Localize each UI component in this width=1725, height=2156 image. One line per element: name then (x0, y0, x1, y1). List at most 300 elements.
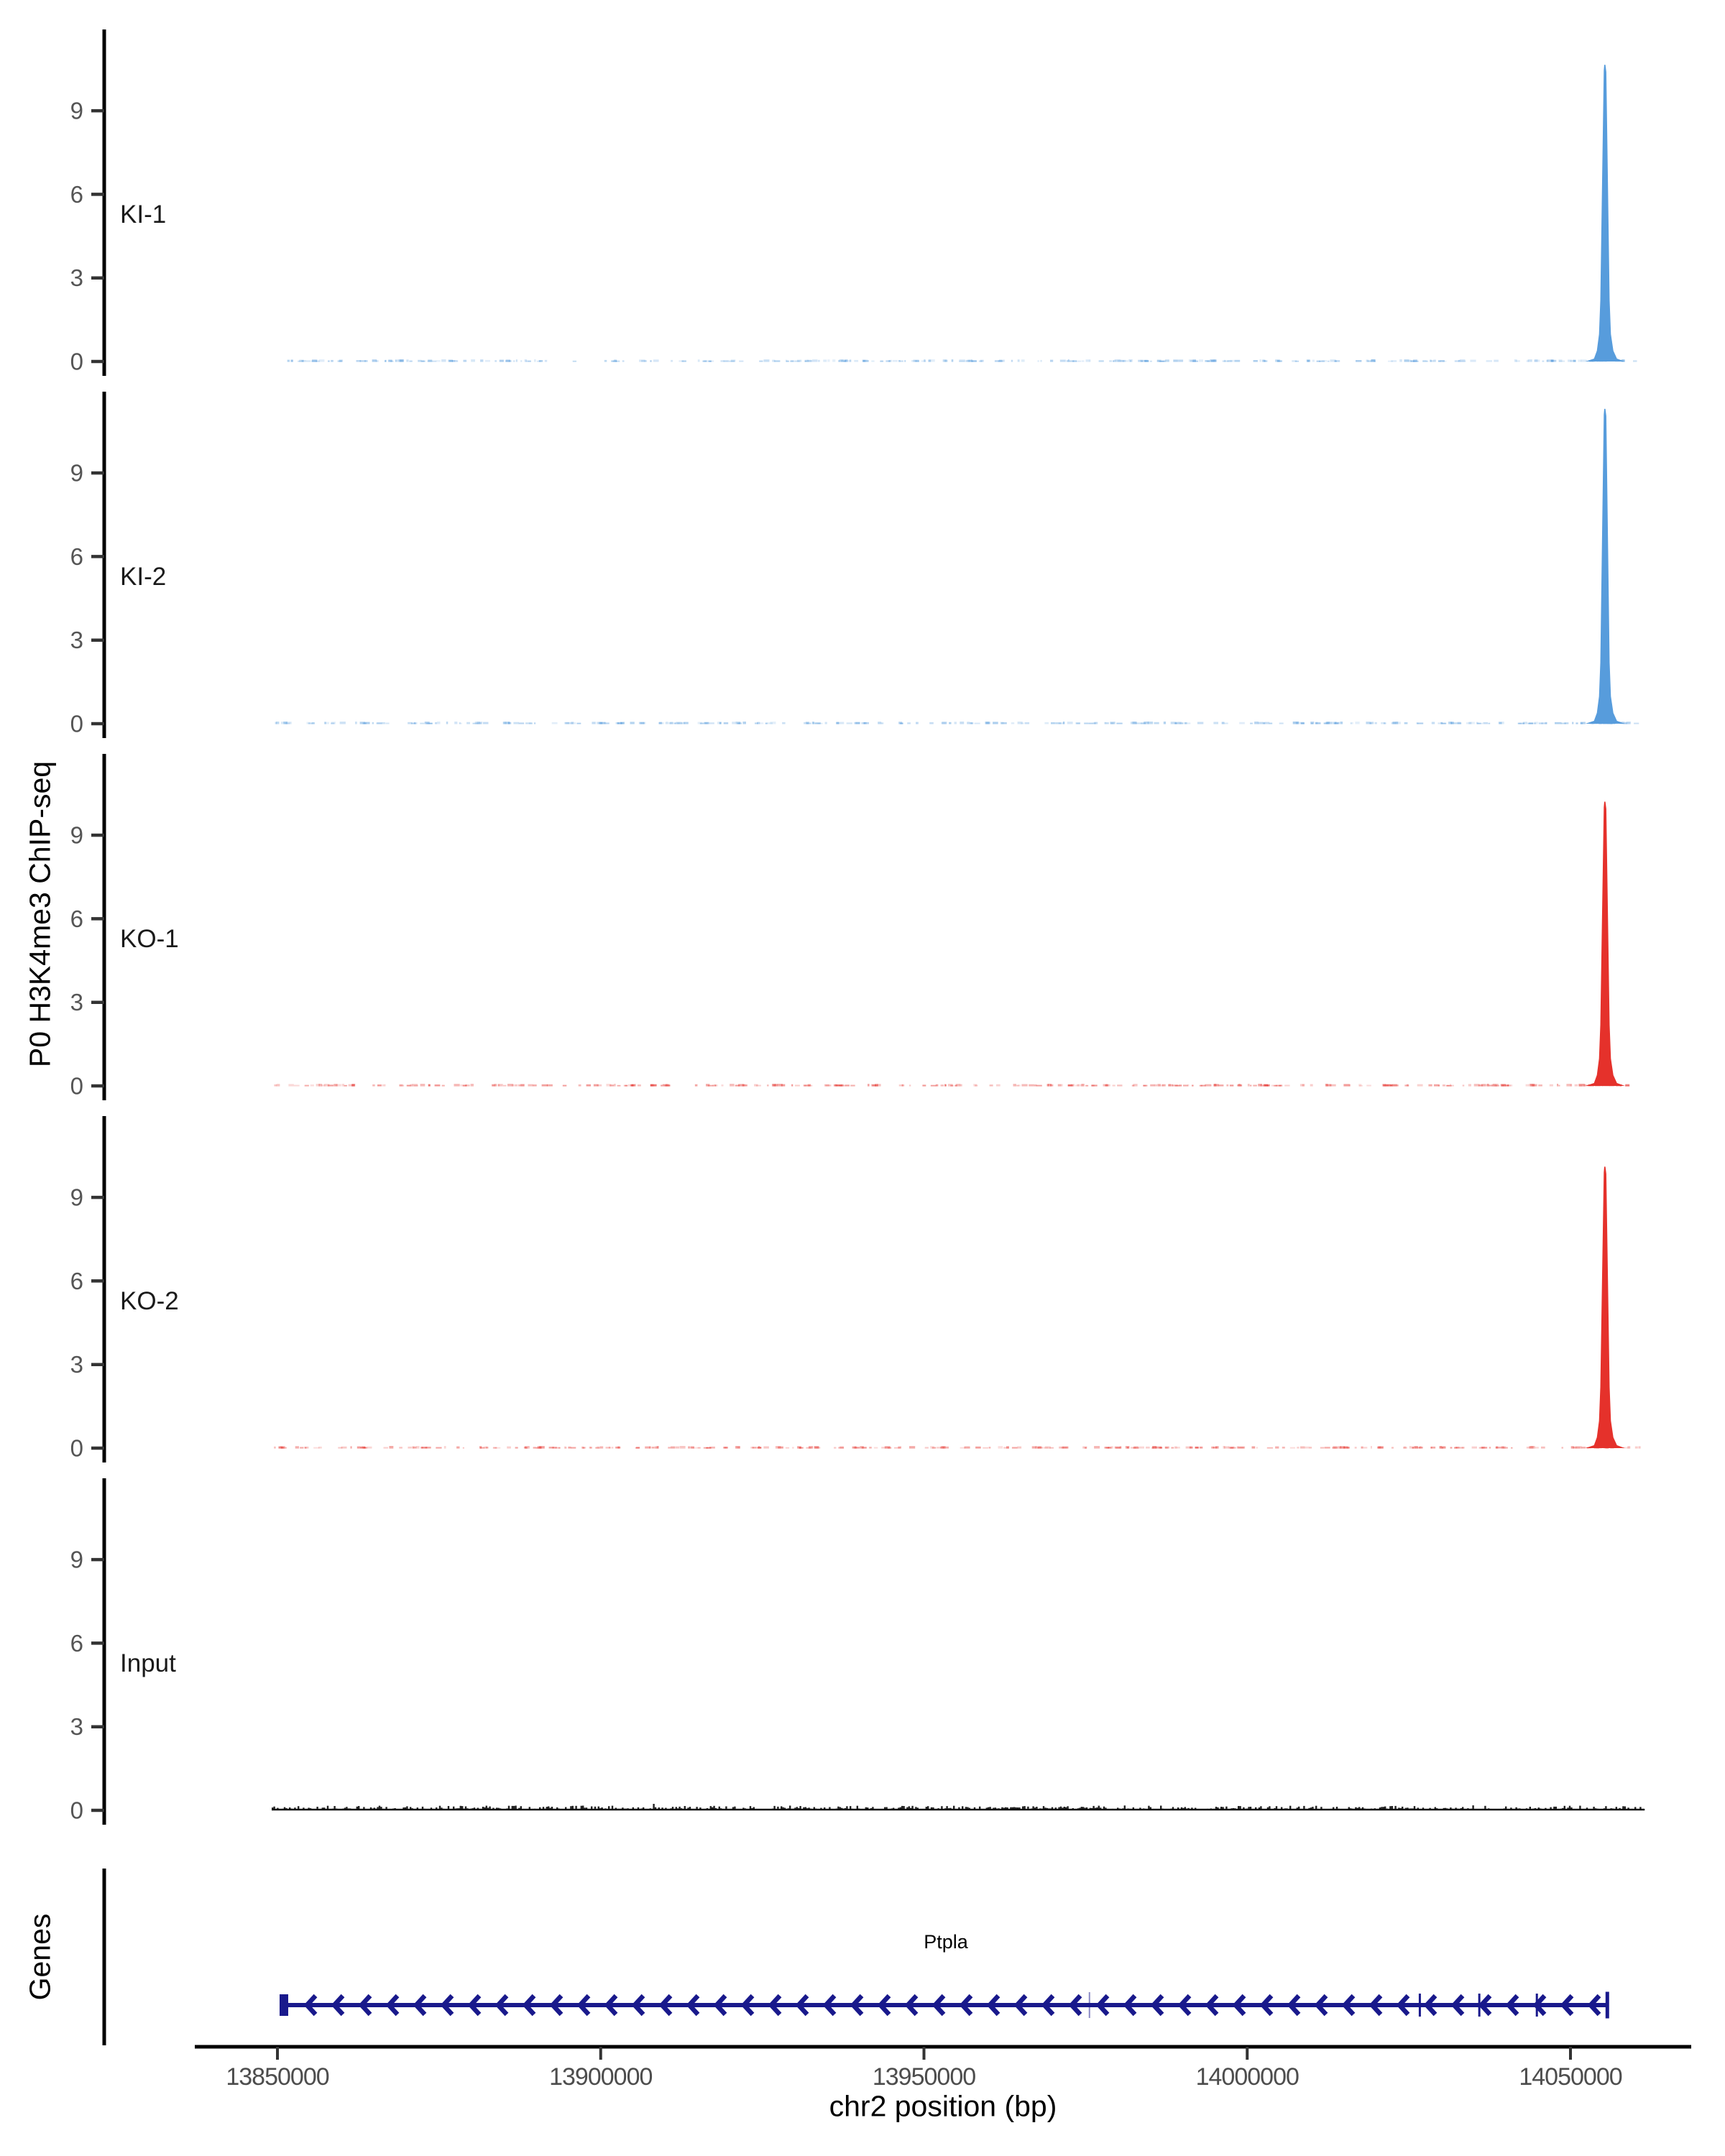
noise-dash (1575, 1084, 1578, 1087)
noise-bar (422, 1807, 423, 1810)
noise-dash (1530, 1084, 1535, 1087)
noise-bar (1238, 1806, 1239, 1810)
noise-bar (1297, 1807, 1298, 1810)
noise-dash (712, 1084, 718, 1086)
noise-dash (778, 1447, 783, 1449)
noise-bar (1522, 1809, 1524, 1810)
noise-bar (1064, 1807, 1065, 1810)
noise-bar (306, 1809, 308, 1810)
noise-dash (1433, 360, 1436, 362)
y-tick-label: 3 (70, 1351, 83, 1378)
noise-dash (941, 1084, 944, 1086)
noise-bar (1372, 1809, 1374, 1810)
noise-dash (448, 360, 453, 362)
noise-dash (1452, 1085, 1454, 1087)
noise-bar (693, 1809, 694, 1810)
noise-bar (1233, 1808, 1234, 1810)
noise-bar (883, 1809, 884, 1810)
noise-dash (376, 360, 379, 361)
noise-dash (878, 722, 881, 724)
noise-dash (1635, 1447, 1638, 1449)
noise-bar (1133, 1807, 1134, 1810)
noise-bar (327, 1806, 328, 1810)
noise-bar (796, 1807, 798, 1810)
noise-dash (1545, 722, 1547, 724)
noise-bar (1148, 1806, 1149, 1810)
noise-dash (1093, 722, 1096, 724)
noise-dash (677, 722, 683, 724)
noise-dash (513, 360, 515, 361)
noise-bar (765, 1809, 766, 1810)
noise-bar (289, 1807, 290, 1810)
noise-bar (1255, 1807, 1256, 1810)
noise-bar (515, 1806, 516, 1811)
noise-dash (340, 722, 346, 724)
noise-dash (577, 723, 581, 724)
noise-dash (563, 1085, 567, 1087)
noise-bar (1389, 1806, 1391, 1810)
noise-dash (611, 361, 617, 362)
noise-dash (416, 1446, 420, 1449)
noise-bar (758, 1810, 760, 1811)
noise-dash (1388, 361, 1393, 362)
noise-bar (432, 1809, 433, 1810)
noise-bar (436, 1807, 437, 1810)
noise-dash (791, 360, 794, 361)
noise-dash (1152, 1447, 1156, 1449)
noise-bar (632, 1807, 634, 1810)
noise-dash (756, 1085, 761, 1087)
y-tick-label: 6 (70, 543, 83, 570)
noise-bar (279, 1809, 280, 1810)
noise-bar (332, 1809, 334, 1810)
noise-dash (806, 1084, 807, 1086)
noise-bar (848, 1809, 850, 1810)
noise-bar (584, 1807, 585, 1810)
noise-dash (586, 1084, 591, 1087)
noise-bar (1212, 1809, 1213, 1810)
noise-dash (420, 723, 424, 724)
noise-bar (670, 1808, 671, 1810)
noise-bar (1505, 1807, 1506, 1810)
noise-dash (786, 1447, 789, 1449)
noise-bar (661, 1807, 663, 1810)
noise-dash (1110, 722, 1113, 724)
noise-dash (1558, 1085, 1560, 1087)
noise-bar (682, 1809, 684, 1810)
noise-dash (1113, 1084, 1116, 1086)
noise-bar (1363, 1809, 1365, 1811)
noise-bar (1446, 1808, 1448, 1810)
noise-dash (1460, 359, 1466, 362)
track-ko-1 (70, 754, 1630, 1100)
noise-dash (1105, 1447, 1110, 1449)
noise-bar (337, 1809, 339, 1810)
noise-bar (431, 1807, 432, 1810)
noise-bar (1041, 1809, 1042, 1810)
noise-dash (407, 1085, 410, 1087)
noise-dash (321, 1084, 325, 1086)
noise-bar (372, 1809, 373, 1811)
noise-bar (1458, 1809, 1460, 1810)
noise-dash (1165, 1447, 1169, 1449)
noise-bar (356, 1807, 358, 1810)
noise-dash (295, 1446, 299, 1448)
noise-bar (1277, 1809, 1279, 1810)
noise-bar (348, 1808, 349, 1810)
noise-bar (837, 1807, 839, 1810)
noise-bar (382, 1809, 384, 1810)
noise-bar (727, 1810, 729, 1811)
noise-dash (1573, 360, 1576, 362)
noise-dash (1267, 1447, 1273, 1449)
noise-bar (1139, 1807, 1141, 1810)
noise-bar (786, 1809, 787, 1810)
noise-dash (731, 360, 735, 362)
x-tick-label: 14000000 (1195, 2063, 1299, 2091)
noise-bar (1153, 1809, 1154, 1810)
noise-bar (1317, 1809, 1318, 1810)
noise-dash (568, 1447, 571, 1449)
noise-dash (509, 722, 511, 724)
noise-bar (625, 1809, 627, 1810)
noise-bar (1230, 1808, 1232, 1810)
noise-bar (1062, 1807, 1063, 1810)
noise-bar (358, 1806, 359, 1810)
noise-bar (624, 1809, 625, 1810)
noise-bar (1460, 1808, 1462, 1810)
noise-dash (827, 359, 829, 361)
noise-bar (1514, 1810, 1515, 1811)
track-label-ki-1: KI-1 (120, 201, 167, 229)
noise-dash (680, 1446, 686, 1449)
noise-bar (1407, 1807, 1408, 1810)
noise-bar (518, 1808, 520, 1810)
noise-dash (1110, 1446, 1113, 1448)
noise-bar (392, 1809, 394, 1811)
noise-dash (573, 361, 576, 362)
noise-bar (1333, 1807, 1334, 1810)
noise-dash (336, 1084, 341, 1087)
noise-dash (899, 1084, 905, 1087)
noise-dash (1375, 722, 1377, 724)
noise-dash (774, 360, 780, 361)
noise-bar (965, 1807, 967, 1810)
noise-dash (1190, 1447, 1192, 1449)
noise-dash (1486, 360, 1492, 361)
noise-bar (272, 1807, 273, 1810)
noise-dash (703, 361, 707, 362)
noise-dash (1199, 359, 1203, 361)
noise-dash (525, 359, 528, 362)
noise-bar (1398, 1807, 1399, 1810)
noise-dash (1154, 722, 1159, 724)
noise-dash (1555, 722, 1560, 724)
noise-dash (485, 360, 490, 362)
noise-dash (1177, 1447, 1180, 1449)
noise-bar (1336, 1807, 1338, 1810)
noise-bar (622, 1807, 623, 1810)
noise-dash (1300, 1447, 1305, 1449)
noise-bar (798, 1808, 799, 1810)
noise-bar (389, 1810, 390, 1811)
noise-dash (1529, 722, 1533, 724)
noise-dash (1290, 1447, 1295, 1449)
noise-dash (1113, 360, 1116, 362)
noise-dash (1226, 1084, 1228, 1087)
noise-dash (357, 1447, 361, 1449)
noise-dash (1126, 1446, 1130, 1449)
noise-dash (855, 722, 860, 724)
noise-bar (484, 1807, 485, 1810)
noise-bar (1436, 1808, 1438, 1810)
noise-bar (1322, 1809, 1324, 1810)
noise-bar (658, 1807, 660, 1810)
noise-dash (1575, 1447, 1577, 1449)
noise-dash (525, 1446, 530, 1449)
noise-dash (1029, 1084, 1034, 1087)
noise-bar (1612, 1809, 1614, 1811)
noise-dash (1316, 722, 1320, 724)
noise-dash (1239, 1447, 1245, 1449)
noise-bar (346, 1807, 347, 1810)
noise-bar (1579, 1806, 1581, 1810)
noise-bar (1003, 1808, 1005, 1811)
noise-bar (1220, 1807, 1222, 1810)
noise-dash (1082, 360, 1085, 361)
noise-bar (1293, 1810, 1294, 1811)
noise-dash (636, 1447, 640, 1448)
noise-dash (463, 1085, 466, 1087)
noise-bar (411, 1808, 413, 1810)
noise-dash (1213, 722, 1218, 724)
noise-dash (1443, 1084, 1445, 1087)
noise-bar (1384, 1807, 1386, 1810)
noise-dash (1392, 1447, 1394, 1448)
noise-dash (1139, 1447, 1144, 1449)
noise-dash (732, 722, 735, 724)
noise-dash (500, 1084, 502, 1086)
noise-dash (1105, 1084, 1110, 1087)
noise-bar (608, 1806, 610, 1810)
x-tick-label: 13900000 (549, 2063, 653, 2091)
noise-dash (990, 1084, 993, 1087)
noise-dash (1409, 1446, 1412, 1449)
noise-bar (1225, 1807, 1227, 1810)
noise-dash (916, 722, 919, 724)
noise-dash (427, 361, 431, 362)
noise-dash (666, 1084, 669, 1086)
noise-bar (496, 1807, 497, 1810)
noise-bar (808, 1807, 809, 1810)
noise-bar (791, 1809, 792, 1810)
noise-dash (691, 1447, 694, 1449)
noise-bar (1320, 1807, 1322, 1810)
noise-dash (1550, 1084, 1553, 1087)
noise-bar (1638, 1809, 1639, 1810)
noise-bar (1129, 1809, 1131, 1810)
noise-dash (668, 1447, 671, 1448)
noise-dash (724, 360, 729, 361)
noise-dash (494, 360, 497, 361)
noise-dash (1633, 360, 1637, 361)
noise-dash (1516, 360, 1520, 361)
noise-bar (322, 1807, 323, 1810)
noise-dash (1150, 361, 1152, 362)
noise-bar (1310, 1807, 1312, 1810)
noise-bar (1043, 1806, 1044, 1810)
noise-bar (617, 1809, 618, 1810)
noise-dash (1347, 1447, 1349, 1449)
chipseq-peak (1586, 65, 1625, 361)
noise-bar (325, 1810, 326, 1811)
noise-bar (466, 1808, 468, 1810)
noise-dash (1106, 722, 1109, 724)
noise-dash (1075, 1084, 1078, 1086)
noise-bar (1095, 1808, 1096, 1810)
noise-bar (872, 1807, 873, 1810)
noise-bar (1289, 1806, 1291, 1810)
x-axis (195, 2047, 1691, 2091)
noise-bar (681, 1808, 682, 1810)
noise-bar (834, 1809, 835, 1810)
noise-dash (1038, 360, 1039, 361)
noise-dash (377, 1084, 382, 1087)
noise-bar (720, 1808, 722, 1810)
noise-bar (1053, 1809, 1054, 1810)
track-ki-1 (70, 29, 1637, 376)
noise-bar (788, 1808, 789, 1810)
noise-dash (1404, 359, 1409, 361)
noise-bar (391, 1809, 392, 1810)
noise-bar (689, 1807, 691, 1810)
noise-dash (1489, 1447, 1491, 1448)
noise-dash (1292, 360, 1297, 361)
noise-bar (525, 1809, 527, 1810)
noise-dash (454, 722, 457, 724)
noise-bar (406, 1806, 408, 1810)
noise-dash (367, 1447, 372, 1449)
noise-dash (767, 1084, 769, 1087)
noise-dash (1222, 722, 1225, 724)
noise-bar (1096, 1807, 1098, 1810)
noise-dash (539, 1446, 545, 1448)
noise-dash (650, 360, 651, 361)
noise-bar (290, 1809, 292, 1810)
noise-bar (745, 1808, 746, 1810)
noise-dash (799, 1447, 801, 1449)
noise-dash (1011, 722, 1014, 724)
noise-dash (277, 1084, 280, 1086)
noise-bar (1107, 1809, 1108, 1810)
noise-bar (995, 1807, 996, 1810)
noise-dash (1366, 1084, 1371, 1086)
noise-dash (1210, 1084, 1212, 1087)
noise-dash (1279, 723, 1284, 724)
noise-dash (960, 722, 964, 724)
noise-dash (722, 1084, 724, 1087)
noise-dash (436, 360, 441, 362)
noise-dash (571, 1447, 576, 1449)
noise-dash (622, 360, 625, 361)
noise-bar (905, 1809, 906, 1810)
noise-dash (1432, 722, 1435, 724)
noise-bar (1530, 1807, 1531, 1810)
noise-dash (943, 359, 947, 361)
noise-dash (967, 722, 970, 724)
y-tick-label: 6 (70, 1629, 83, 1657)
noise-dash (1337, 722, 1339, 724)
noise-dash (1320, 1447, 1325, 1449)
noise-dash (996, 1084, 1000, 1087)
noise-bar (423, 1809, 425, 1810)
noise-dash (915, 360, 919, 361)
noise-dash (513, 722, 519, 724)
noise-dash (1581, 359, 1587, 361)
noise-dash (1351, 722, 1352, 724)
noise-dash (983, 1447, 988, 1449)
noise-bar (753, 1807, 755, 1811)
noise-bar (1015, 1807, 1016, 1810)
noise-bar (1471, 1809, 1472, 1810)
noise-bar (931, 1807, 932, 1810)
noise-dash (547, 1084, 553, 1087)
noise-bar (273, 1807, 275, 1810)
noise-bar (603, 1809, 604, 1810)
noise-dash (1130, 360, 1131, 361)
noise-dash (471, 1084, 474, 1087)
noise-dash (949, 722, 951, 724)
noise-dash (1508, 1084, 1512, 1086)
noise-dash (1085, 1447, 1087, 1449)
noise-bar (686, 1809, 687, 1810)
noise-dash (1407, 1084, 1409, 1087)
noise-dash (1393, 1084, 1399, 1087)
noise-dash (480, 1447, 485, 1449)
noise-dash (1279, 1085, 1282, 1087)
noise-bar (927, 1806, 929, 1810)
noise-dash (444, 1446, 446, 1449)
noise-dash (302, 360, 306, 362)
noise-dash (1179, 1084, 1182, 1086)
noise-bar (742, 1807, 744, 1810)
noise-dash (1264, 1084, 1270, 1087)
noise-bar (546, 1807, 548, 1810)
noise-dash (724, 722, 729, 724)
noise-dash (351, 1446, 352, 1448)
noise-bar (1605, 1806, 1606, 1810)
noise-bar (303, 1807, 304, 1810)
noise-bar (402, 1807, 404, 1810)
noise-dash (552, 1447, 557, 1449)
noise-dash (459, 722, 461, 724)
noise-dash (1566, 1084, 1571, 1087)
noise-bar (1118, 1809, 1120, 1811)
noise-dash (758, 1447, 761, 1449)
noise-dash (954, 1085, 957, 1087)
noise-dash (1355, 722, 1359, 724)
noise-dash (944, 1084, 946, 1087)
noise-bar (1593, 1807, 1594, 1810)
noise-dash (389, 1446, 393, 1449)
noise-dash (881, 722, 883, 724)
noise-dash (791, 1084, 793, 1087)
noise-dash (889, 360, 892, 362)
noise-dash (422, 361, 425, 362)
noise-dash (880, 360, 883, 361)
noise-bar (1165, 1809, 1167, 1810)
noise-dash (1068, 359, 1070, 362)
